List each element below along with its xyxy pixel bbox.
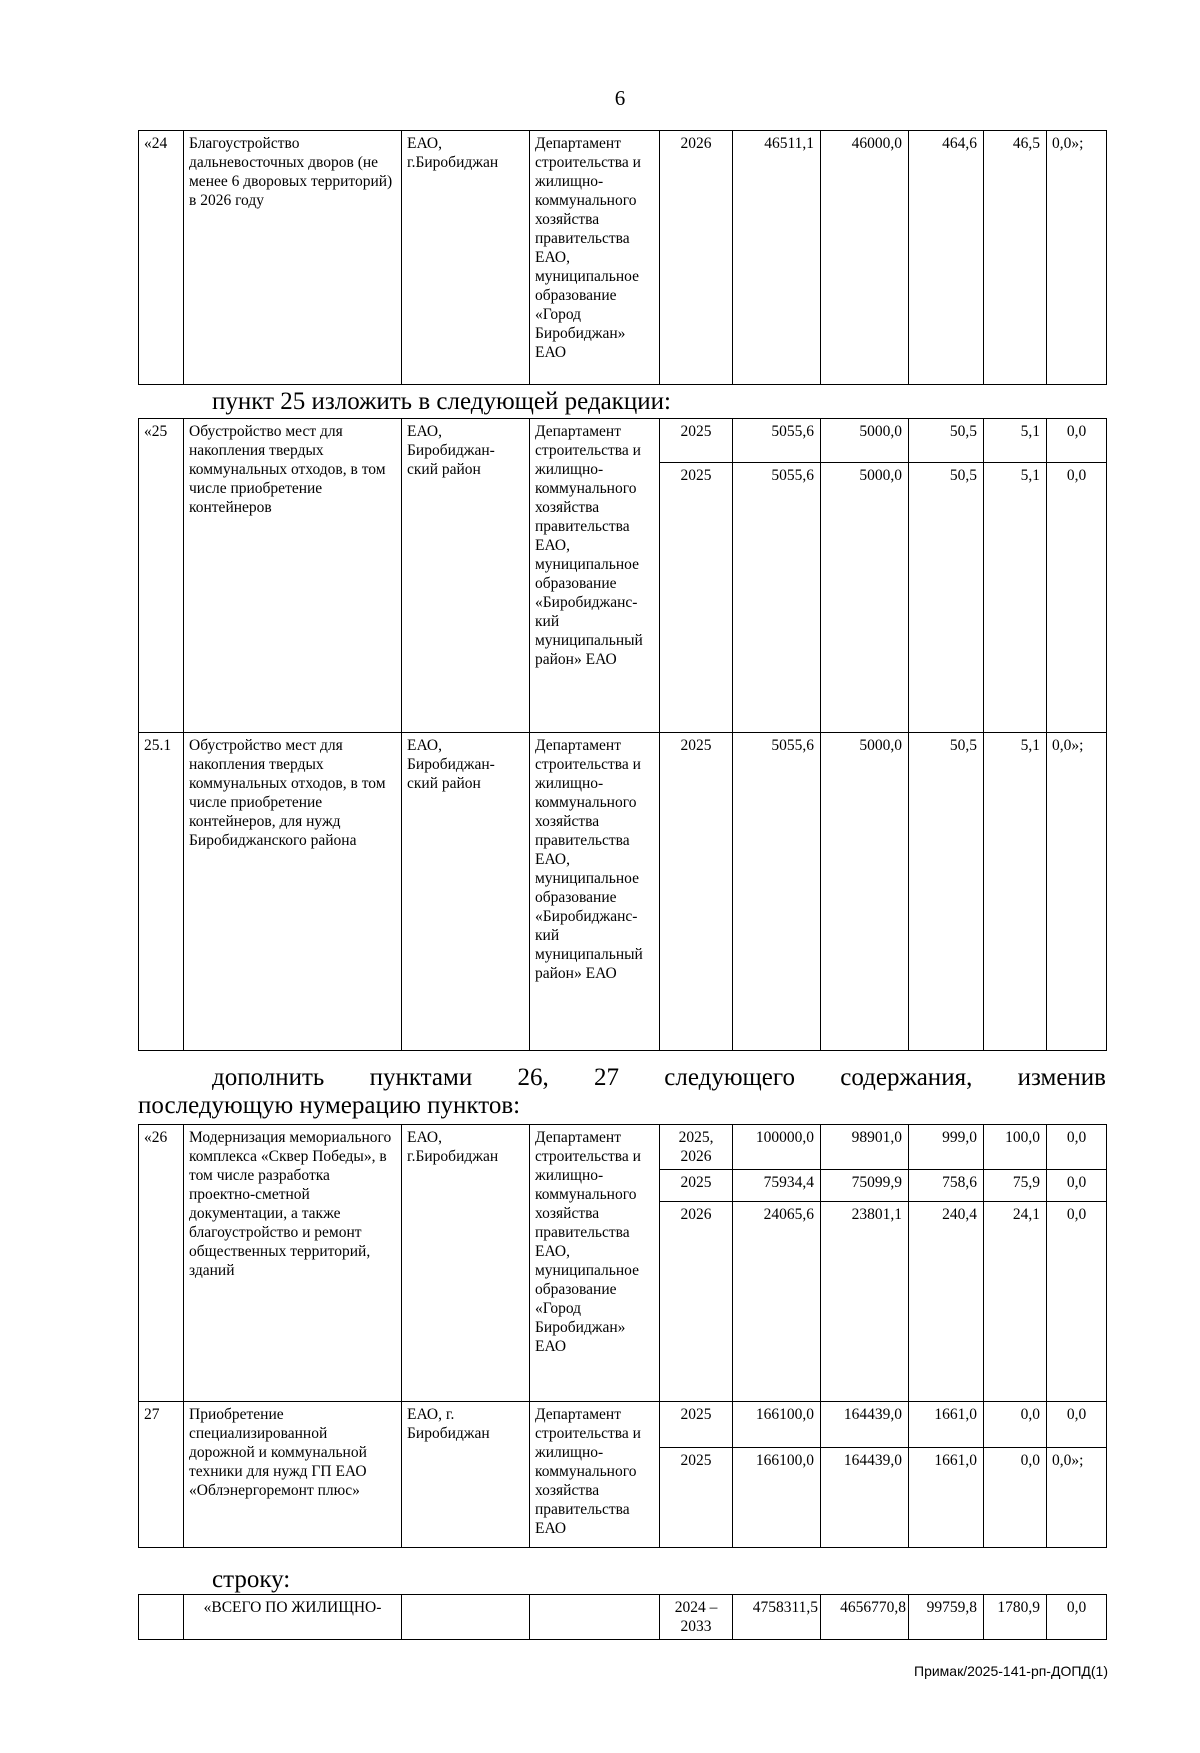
instruction-word: дополнить <box>212 1064 325 1091</box>
instruction-item-25: пункт 25 изложить в следующей редакции: <box>212 388 671 415</box>
item-other: 0,0 <box>1047 1125 1107 1170</box>
item-federal: 75099,9 <box>821 1170 909 1202</box>
item-name: Обустройство мест для накопления твердых коммунальных отходов, в том числе приобретение контейнеров <box>184 419 402 733</box>
item-year: 2026 <box>660 131 733 385</box>
item-total: 75934,4 <box>733 1170 821 1202</box>
item-year: 2025 <box>660 463 733 733</box>
instruction-items-26-27-line2: последующую нумерацию пунктов: <box>138 1092 521 1119</box>
table-row <box>139 1402 1107 1448</box>
item-federal: 98901,0 <box>821 1125 909 1170</box>
item-name: Благоустройство дальневосточных дворов (не менее 6 дворовых территорий) в 2026 году <box>184 131 402 385</box>
total-regional: 99759,8 <box>909 1595 984 1640</box>
item-municipal: 100,0 <box>984 1125 1047 1170</box>
item-other: 0,0»; <box>1047 1448 1107 1548</box>
table-row <box>139 1595 1107 1640</box>
item-name: Приобретение специализированной дорожной и коммунальной техники для нужд ГП ЕАО «Облэнергоремонт плюс» <box>184 1402 402 1548</box>
table-row <box>139 131 1107 385</box>
item-regional: 758,6 <box>909 1170 984 1202</box>
item-federal: 23801,1 <box>821 1202 909 1402</box>
item-name: Обустройство мест для накопления твердых коммунальных отходов, в том числе приобретение контейнеров, для нужд Биробиджанского района <box>184 733 402 1051</box>
total-other: 0,0 <box>1047 1595 1107 1640</box>
item-number: «25 <box>139 419 184 733</box>
item-regional: 50,5 <box>909 463 984 733</box>
item-regional: 1661,0 <box>909 1448 984 1548</box>
item-federal: 5000,0 <box>821 419 909 463</box>
item-municipal: 24,1 <box>984 1202 1047 1402</box>
item-municipal: 46,5 <box>984 131 1047 385</box>
item-regional: 240,4 <box>909 1202 984 1402</box>
item-executor: Департамент строительства и жилищно-коммунального хозяйства правительства ЕАО, муниципальное образование «Город Биробиджан» ЕАО <box>530 1125 660 1402</box>
item-year: 2025 <box>660 733 733 1051</box>
item-number: «24 <box>139 131 184 385</box>
table-row <box>139 1125 1107 1170</box>
item-location: ЕАО, Биробиджан-ский район <box>402 733 530 1051</box>
item-year: 2025 <box>660 419 733 463</box>
instruction-row: строку: <box>212 1566 291 1593</box>
total-year: 2024 – 2033 <box>660 1595 733 1640</box>
item-location: ЕАО, г.Биробиджан <box>402 1125 530 1402</box>
item-number: 27 <box>139 1402 184 1548</box>
item-regional: 464,6 <box>909 131 984 385</box>
item-other: 0,0 <box>1047 419 1107 463</box>
item-total: 46511,1 <box>733 131 821 385</box>
item-other: 0,0 <box>1047 1202 1107 1402</box>
item-regional: 1661,0 <box>909 1402 984 1448</box>
item-federal: 164439,0 <box>821 1448 909 1548</box>
total-sum: 4758311,5 <box>733 1595 821 1640</box>
item-location: ЕАО, г.Биробиджан <box>402 131 530 385</box>
page-number: 6 <box>614 86 626 110</box>
item-other: 0,0»; <box>1047 131 1107 385</box>
item-name: Модернизация мемориального комплекса «Сквер Победы», в том числе разработка проектно-сметной документации, а также благоустройство и ремонт общественных территорий, зданий <box>184 1125 402 1402</box>
item-municipal: 75,9 <box>984 1170 1047 1202</box>
item-number: 25.1 <box>139 733 184 1051</box>
item-location: ЕАО, Биробиджан-ский район <box>402 419 530 733</box>
instruction-word: изменив <box>1017 1064 1106 1091</box>
item-municipal: 0,0 <box>984 1402 1047 1448</box>
instruction-items-26-27 <box>212 1064 1106 1092</box>
item-total: 100000,0 <box>733 1125 821 1170</box>
table-row <box>139 733 1107 1051</box>
instruction-word: следующего <box>664 1064 795 1091</box>
total-location-cell <box>402 1595 530 1640</box>
item-year: 2026 <box>660 1202 733 1402</box>
document-footer-code: Примак/2025-141-рп-ДОПД(1) <box>914 1663 1108 1679</box>
item-executor: Департамент строительства и жилищно-коммунального хозяйства правительства ЕАО <box>530 1402 660 1548</box>
item-municipal: 5,1 <box>984 419 1047 463</box>
item-executor: Департамент строительства и жилищно-коммунального хозяйства правительства ЕАО, муниципальное образование «Биробиджанс-кий муниципальный район» ЕАО <box>530 733 660 1051</box>
instruction-word: 27 <box>594 1064 619 1091</box>
item-total: 166100,0 <box>733 1402 821 1448</box>
item-other: 0,0 <box>1047 463 1107 733</box>
item-federal: 5000,0 <box>821 463 909 733</box>
total-number-cell <box>139 1595 184 1640</box>
table-fragment-25 <box>138 418 1107 1051</box>
item-total: 24065,6 <box>733 1202 821 1402</box>
table-fragment-26-27 <box>138 1124 1107 1548</box>
item-year: 2025 <box>660 1170 733 1202</box>
item-other: 0,0 <box>1047 1170 1107 1202</box>
item-municipal: 0,0 <box>984 1448 1047 1548</box>
item-regional: 999,0 <box>909 1125 984 1170</box>
item-regional: 50,5 <box>909 419 984 463</box>
total-executor-cell <box>530 1595 660 1640</box>
total-federal: 4656770,8 <box>821 1595 909 1640</box>
item-other: 0,0»; <box>1047 733 1107 1051</box>
instruction-word: содержания, <box>840 1064 973 1091</box>
table-row <box>139 419 1107 463</box>
item-executor: Департамент строительства и жилищно-коммунального хозяйства правительства ЕАО, муниципальное образование «Город Биробиджан» ЕАО <box>530 131 660 385</box>
total-municipal: 1780,9 <box>984 1595 1047 1640</box>
item-other: 0,0 <box>1047 1402 1107 1448</box>
item-executor: Департамент строительства и жилищно-коммунального хозяйства правительства ЕАО, муниципальное образование «Биробиджанс-кий муниципальный район» ЕАО <box>530 419 660 733</box>
item-federal: 46000,0 <box>821 131 909 385</box>
instruction-word: 26, <box>517 1064 549 1091</box>
item-total: 5055,6 <box>733 733 821 1051</box>
item-total: 166100,0 <box>733 1448 821 1548</box>
table-fragment-total <box>138 1594 1107 1640</box>
item-number: «26 <box>139 1125 184 1402</box>
total-name: «ВСЕГО ПО ЖИЛИЩНО- <box>184 1595 402 1640</box>
item-municipal: 5,1 <box>984 733 1047 1051</box>
item-total: 5055,6 <box>733 419 821 463</box>
instruction-word: пунктами <box>369 1064 473 1091</box>
item-regional: 50,5 <box>909 733 984 1051</box>
item-municipal: 5,1 <box>984 463 1047 733</box>
item-location: ЕАО, г. Биробиджан <box>402 1402 530 1548</box>
item-year: 2025 <box>660 1448 733 1548</box>
table-fragment-24 <box>138 130 1107 385</box>
item-federal: 5000,0 <box>821 733 909 1051</box>
item-total: 5055,6 <box>733 463 821 733</box>
item-year: 2025, 2026 <box>660 1125 733 1170</box>
item-year: 2025 <box>660 1402 733 1448</box>
item-federal: 164439,0 <box>821 1402 909 1448</box>
